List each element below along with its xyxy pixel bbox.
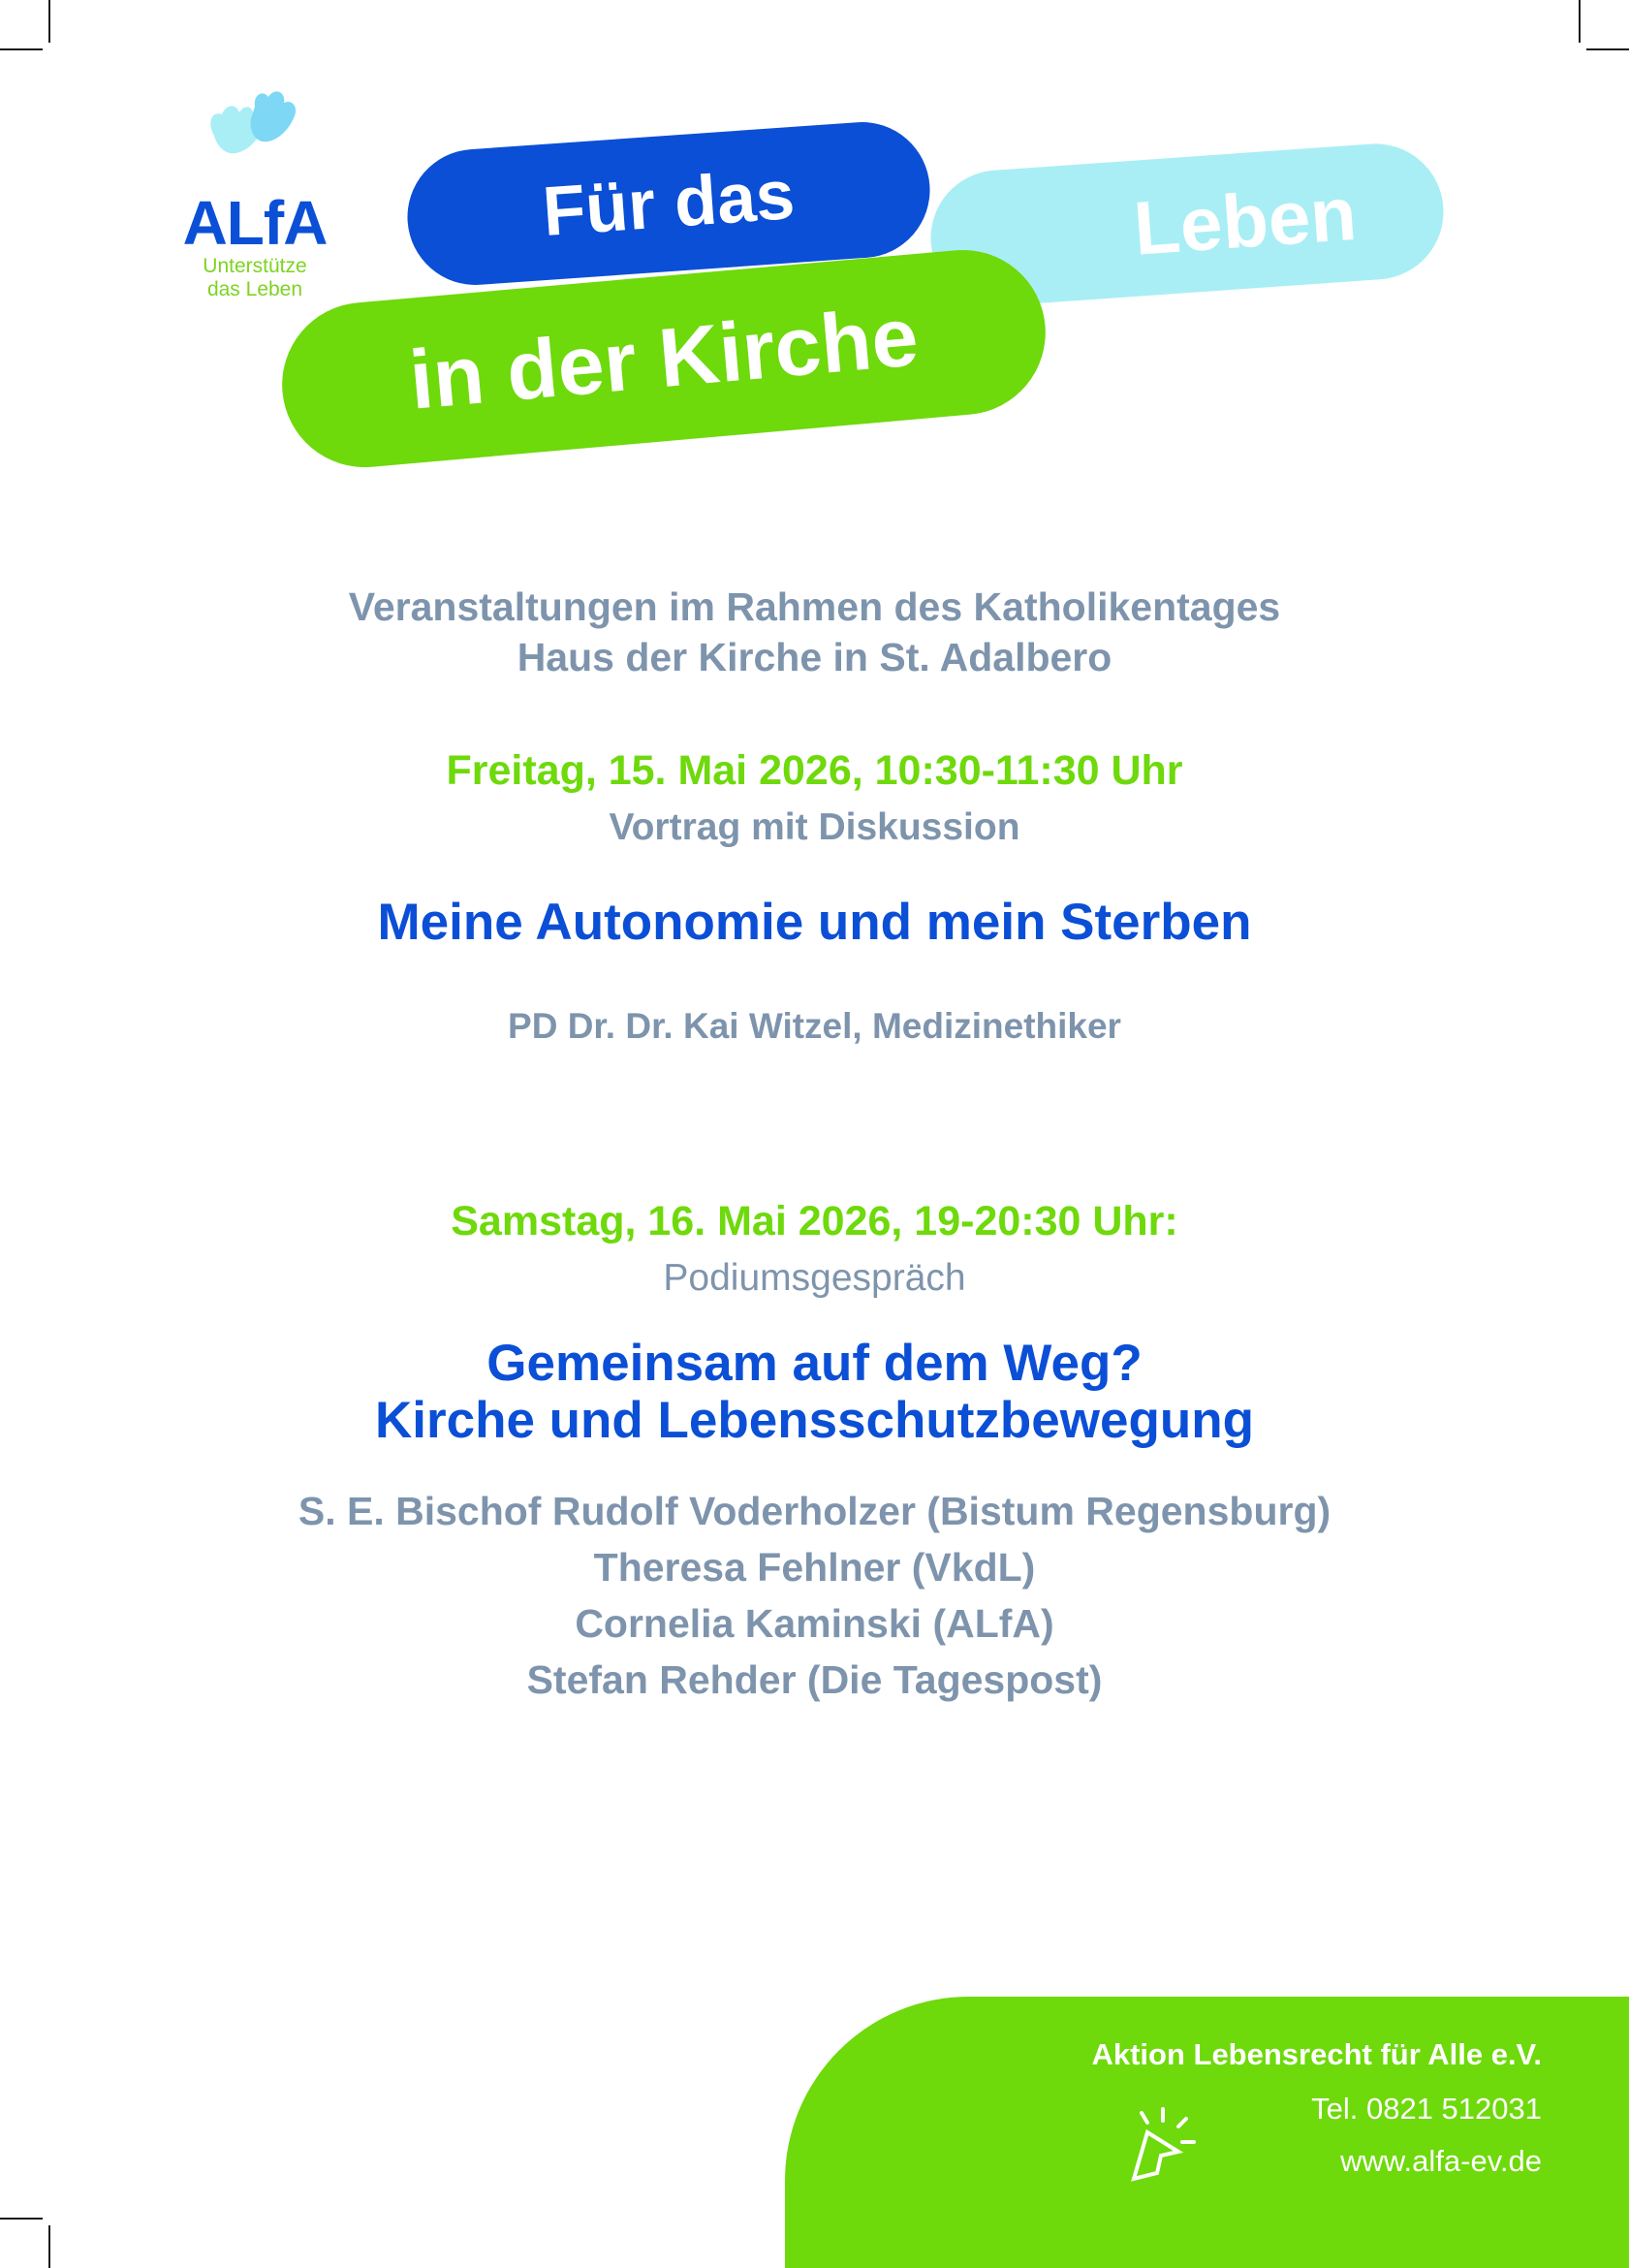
spacer xyxy=(0,1300,1629,1335)
event-2-speaker-1: S. E. Bischof Rudolf Voderholzer (Bistum Regensburg) xyxy=(298,1488,1331,1533)
intro-text xyxy=(0,582,1629,683)
event-block-2 xyxy=(0,1198,1629,1709)
event-2-kind: Podiumsgespräch xyxy=(663,1256,966,1299)
footer-organisation: Aktion Lebensrecht für Alle e.V. xyxy=(1091,2037,1542,2071)
event-2-date: Samstag, 16. Mai 2026, 19-20:30 Uhr: xyxy=(451,1197,1178,1244)
click-cursor-icon xyxy=(1114,2103,1202,2190)
event-2-title xyxy=(0,1335,1629,1450)
intro-line-2: Haus der Kirche in St. Adalbero xyxy=(517,635,1112,680)
event-2-speaker-4: Stefan Rehder (Die Tagespost) xyxy=(526,1657,1103,1703)
headline-blob-fuer-das: Für das xyxy=(403,117,934,289)
logo-wordmark: ALfA xyxy=(182,188,328,258)
crop-mark-top-right-vertical xyxy=(1579,0,1581,43)
event-1-kind: Vortrag mit Diskussion xyxy=(609,805,1020,848)
poster-body xyxy=(0,582,1629,1708)
event-2-title-line-1: Gemeinsam auf dem Weg? xyxy=(486,1334,1143,1392)
spacer xyxy=(0,1053,1629,1198)
headline-blob-in-der-kirche: in der Kirche xyxy=(275,243,1052,474)
footer-website[interactable]: www.alfa-ev.de xyxy=(1340,2144,1542,2178)
footer-banner xyxy=(785,1997,1629,2268)
event-1-speaker: PD Dr. Dr. Kai Witzel, Medizinethiker xyxy=(508,1006,1121,1047)
crop-mark-bottom-left-vertical xyxy=(48,2225,50,2268)
event-1-title: Meine Autonomie und mein Sterben xyxy=(377,893,1252,951)
event-block-1 xyxy=(0,747,1629,1053)
crop-mark-top-right-horizontal xyxy=(1586,48,1629,50)
spacer xyxy=(0,683,1629,747)
logo-tagline xyxy=(153,255,357,301)
headline-blob-leben: Leben xyxy=(926,140,1448,311)
event-1-date: Freitag, 15. Mai 2026, 10:30-11:30 Uhr xyxy=(446,746,1183,794)
alfa-logo xyxy=(153,85,357,301)
logo-tagline-line2: das Leben xyxy=(206,277,303,300)
crop-mark-top-left-horizontal xyxy=(0,48,43,50)
crop-mark-bottom-left-horizontal xyxy=(0,2218,43,2220)
event-2-title-line-2: Kirche und Lebensschutzbewegung xyxy=(375,1392,1254,1450)
event-2-speakers xyxy=(0,1483,1629,1709)
crop-mark-top-left-vertical xyxy=(48,0,50,43)
intro-line-1: Veranstaltungen im Rahmen des Katholikentages xyxy=(348,584,1281,629)
two-hands-icon xyxy=(197,85,313,192)
spacer xyxy=(0,849,1629,894)
logo-tagline-line1: Unterstütze xyxy=(203,254,307,277)
event-2-speaker-3: Cornelia Kaminski (ALfA) xyxy=(575,1600,1054,1646)
footer-phone: Tel. 0821 512031 xyxy=(1311,2092,1542,2126)
headline-group xyxy=(407,136,1531,504)
event-2-speaker-2: Theresa Fehlner (VkdL) xyxy=(593,1544,1036,1590)
